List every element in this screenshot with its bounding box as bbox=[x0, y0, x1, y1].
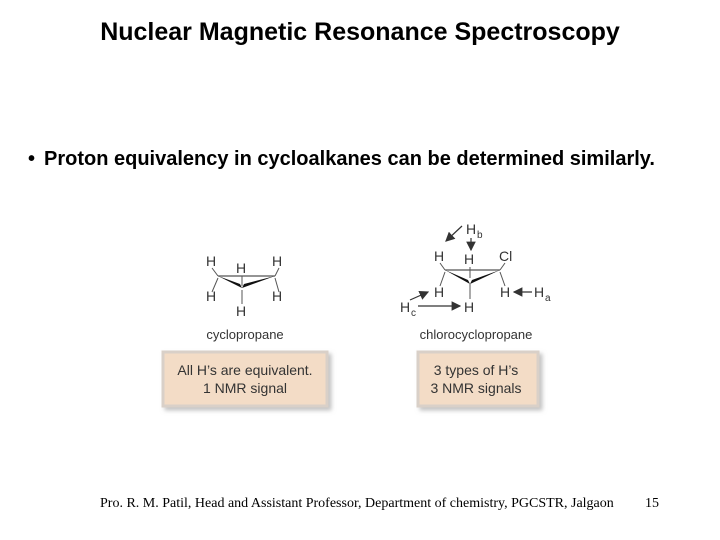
chlorocyclopropane-name: chlorocyclopropane bbox=[419, 327, 533, 342]
chlorocyclopropane-info-box bbox=[418, 352, 538, 406]
bullet-icon: • bbox=[28, 148, 36, 170]
cyclopropane-name: cyclopropane bbox=[206, 327, 284, 342]
hc-subscript: c bbox=[411, 308, 416, 319]
h-bond bbox=[275, 268, 279, 276]
h-atom: H bbox=[464, 299, 475, 315]
h-atom: H bbox=[236, 260, 247, 276]
hc-arrow bbox=[410, 292, 428, 300]
info-box-line1: All H’s are equivalent. bbox=[177, 362, 313, 378]
slide-title: Nuclear Magnetic Resonance Spectroscopy bbox=[100, 18, 620, 46]
info-box-background bbox=[418, 352, 538, 406]
bullet-text: Proton equivalency in cycloalkanes can be determined similarly. bbox=[44, 148, 655, 170]
wedge-bond bbox=[218, 276, 242, 288]
h-atom: H bbox=[206, 288, 217, 304]
hb-label: H bbox=[466, 221, 477, 237]
footer-credit: Pro. R. M. Patil, Head and Assistant Professor, Department of chemistry, PGCSTR, Jalgaon bbox=[100, 496, 614, 511]
ha-label: H bbox=[534, 284, 545, 300]
info-box-background bbox=[163, 352, 327, 406]
h-atom: H bbox=[206, 253, 217, 269]
chlorocyclopropane-structure bbox=[400, 221, 551, 319]
h-bond bbox=[440, 263, 445, 270]
wedge-bond bbox=[445, 270, 470, 284]
cl-atom: Cl bbox=[499, 248, 513, 264]
cyclopropane-info-box bbox=[163, 352, 327, 406]
cyclopropane-structure bbox=[206, 253, 282, 319]
h-atom: H bbox=[434, 248, 445, 264]
h-atom: H bbox=[464, 251, 475, 267]
hb-arrow bbox=[446, 226, 462, 241]
h-atom: H bbox=[272, 253, 283, 269]
info-box-line1: 3 types of H’s bbox=[433, 362, 519, 378]
wedge-bond bbox=[470, 270, 500, 284]
h-atom: H bbox=[236, 303, 247, 319]
hc-label: H bbox=[400, 299, 411, 315]
cl-bond bbox=[500, 263, 505, 270]
h-atom: H bbox=[434, 284, 445, 300]
hb-subscript: b bbox=[477, 230, 483, 241]
wedge-bond bbox=[242, 276, 275, 288]
h-atom: H bbox=[500, 284, 511, 300]
info-box-line2: 1 NMR signal bbox=[202, 380, 288, 396]
h-atom: H bbox=[272, 288, 283, 304]
ha-subscript: a bbox=[545, 293, 551, 304]
page-number: 15 bbox=[645, 496, 659, 511]
h-bond bbox=[212, 268, 218, 276]
info-box-line2: 3 NMR signals bbox=[430, 380, 522, 396]
